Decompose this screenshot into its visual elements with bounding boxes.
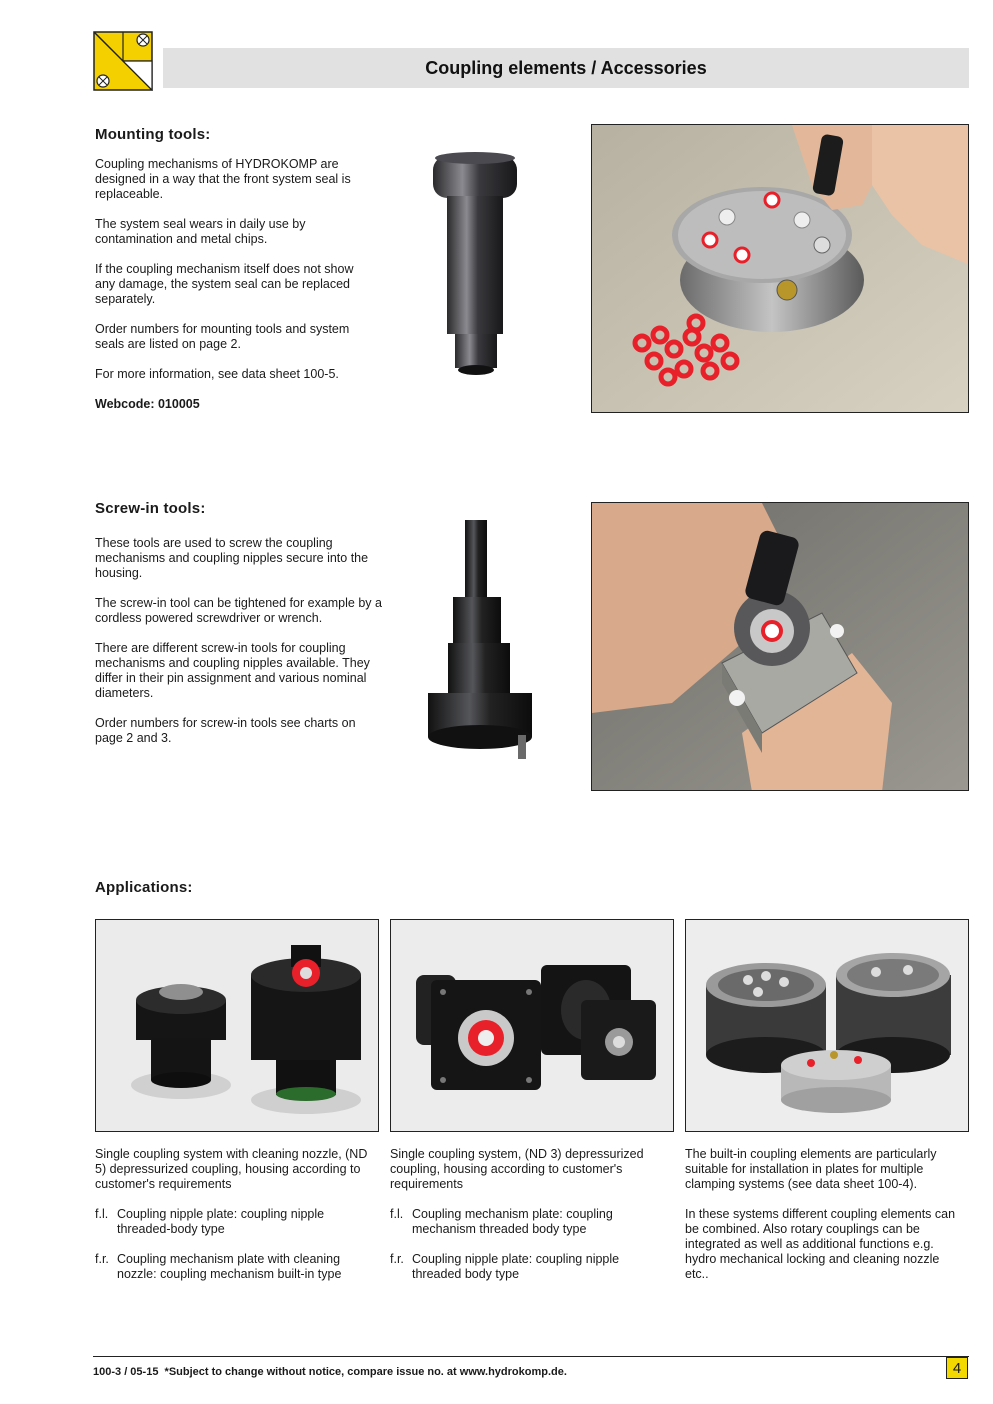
page-title: Coupling elements / Accessories — [425, 58, 707, 78]
webcode: Webcode: 010005 — [95, 397, 200, 411]
caption-tag: f.r. — [390, 1252, 404, 1266]
caption-item-text: Coupling mechanism plate with cleaning nozzle: coupling mechanism built-in type — [117, 1252, 342, 1281]
application-caption-1 — [95, 1147, 370, 1297]
mounting-text — [95, 157, 370, 427]
caption-tag: f.l. — [390, 1207, 404, 1221]
application-photo-1 — [95, 919, 379, 1132]
caption-item-front-right — [95, 1252, 370, 1282]
mounting-paragraph: If the coupling mechanism itself does not show any damage, the system seal can be replaced separately. — [95, 262, 354, 306]
caption-tag: f.l. — [95, 1207, 109, 1221]
caption-paragraph: In these systems different coupling elements can be combined. Also rotary couplings can be integrated as well as additional functions e.g. hydro mechanical locking and cleaning nozzle etc.. — [685, 1207, 956, 1281]
screwin-paragraph: Order numbers for screw-in tools see charts on page 2 and 3. — [95, 716, 356, 745]
screw-in-tool-image — [420, 515, 550, 775]
section-heading-applications: Applications: — [95, 879, 193, 896]
mounting-paragraph: Coupling mechanisms of HYDROKOMP are designed in a way that the front system seal is replaceable. — [95, 157, 351, 201]
screwin-text — [95, 536, 385, 761]
mounting-paragraph: For more information, see data sheet 100-5. — [95, 367, 339, 381]
screwin-paragraph: There are different screw-in tools for coupling mechanisms and coupling nipples available. They differ in their pin assignment and various nominal diameters. — [95, 641, 370, 700]
page-number: 4 — [946, 1357, 968, 1379]
caption-intro: Single coupling system with cleaning nozzle, (ND 5) depressurized coupling, housing according to customer's requirements — [95, 1147, 368, 1191]
footer-divider — [93, 1356, 969, 1357]
application-caption-2 — [390, 1147, 665, 1297]
mounting-tool-image — [425, 148, 525, 388]
caption-tag: f.r. — [95, 1252, 109, 1266]
caption-intro: Single coupling system, (ND 3) depressurized coupling, housing according to customer's requirements — [390, 1147, 644, 1191]
mounting-paragraph: The system seal wears in daily use by contamination and metal chips. — [95, 217, 306, 246]
caption-item-text: Coupling nipple plate: coupling nipple threaded body type — [412, 1252, 620, 1281]
screw-in-photo — [591, 502, 969, 791]
section-heading-screw-in-tools: Screw-in tools: — [95, 500, 206, 517]
caption-item-text: Coupling nipple plate: coupling nipple threaded-body type — [117, 1207, 325, 1236]
caption-item-front-right — [390, 1252, 665, 1282]
footer-note: 100-3 / 05-15 *Subject to change without notice, compare issue no. at www.hydrokomp.de. — [93, 1366, 567, 1378]
mounting-photo — [591, 124, 969, 413]
caption-item-front-left — [390, 1207, 665, 1237]
application-caption-3 — [685, 1147, 960, 1297]
caption-item-front-left — [95, 1207, 370, 1237]
section-heading-mounting-tools: Mounting tools: — [95, 126, 211, 143]
screwin-paragraph: The screw-in tool can be tightened for example by a cordless powered screwdriver or wrench. — [95, 596, 382, 625]
caption-item-text: Coupling mechanism plate: coupling mechanism threaded body type — [412, 1207, 613, 1236]
application-photo-3 — [685, 919, 969, 1132]
application-photo-2 — [390, 919, 674, 1132]
screwin-paragraph: These tools are used to screw the coupling mechanisms and coupling nipples secure into the housing. — [95, 536, 369, 580]
mounting-paragraph: Order numbers for mounting tools and system seals are listed on page 2. — [95, 322, 350, 351]
caption-paragraph: The built-in coupling elements are particularly suitable for installation in plates for multiple clamping systems (see data sheet 100-4). — [685, 1147, 937, 1191]
hydrokomp-logo — [93, 31, 153, 91]
